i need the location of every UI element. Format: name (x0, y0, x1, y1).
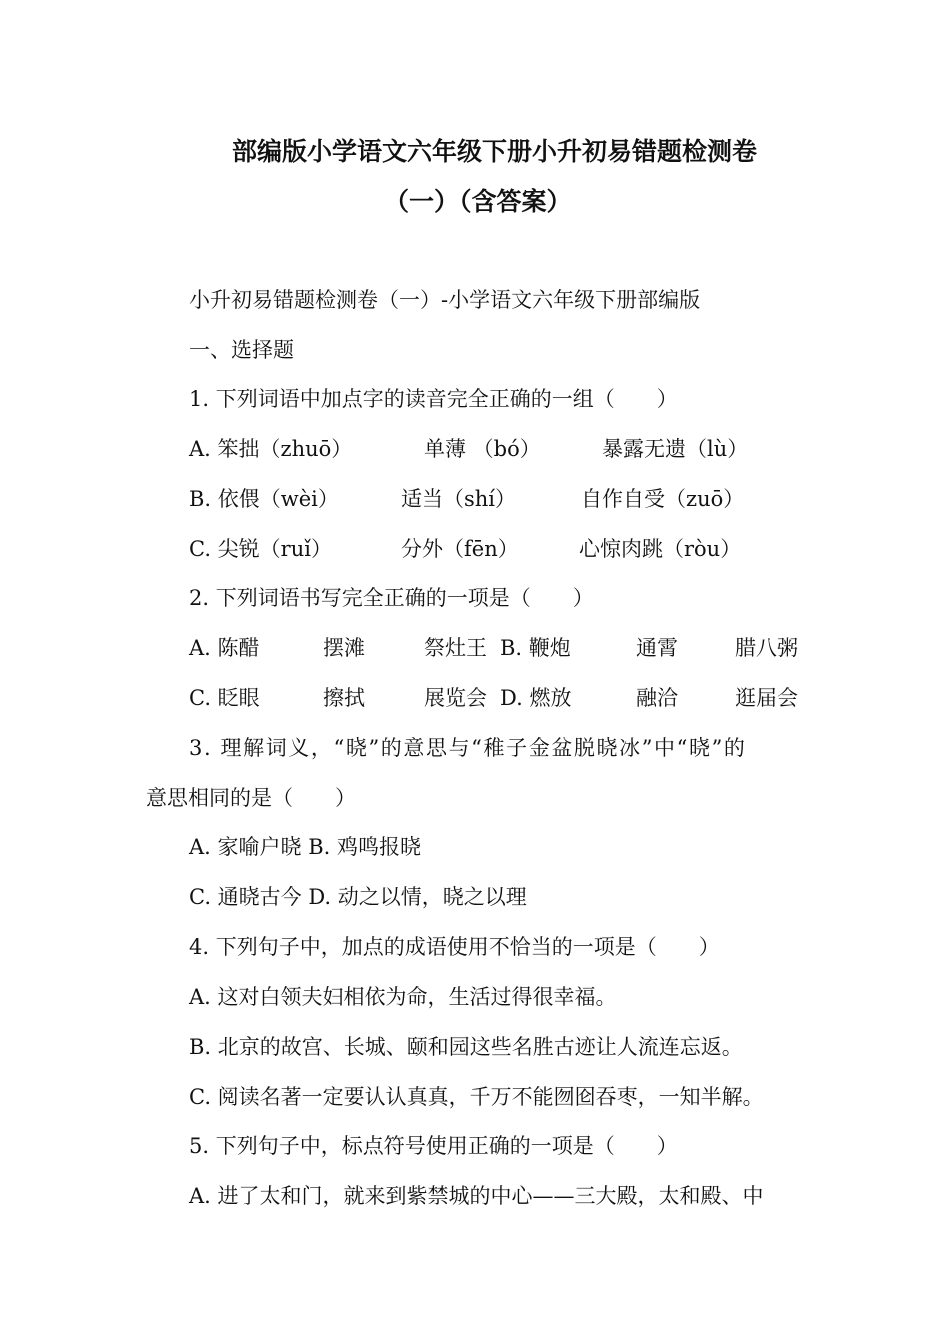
section-heading: 一、选择题 (189, 338, 294, 362)
question-4-stem: 4. 下列句子中，加点的成语使用不恰当的一项是（ ） (189, 935, 720, 959)
option-text: 腊八粥 (735, 636, 798, 660)
option-text: 逛届会 (735, 686, 798, 710)
document-title-line2: （一）（含答案） (384, 187, 572, 216)
option-text: 心惊肉跳（ròu） (579, 537, 742, 561)
option-text: 摆滩 (323, 636, 365, 660)
question-3-options-row2: C. 通晓古今 D. 动之以情，晓之以理 (189, 885, 527, 909)
option-text: D. 燃放 (500, 686, 572, 710)
option-text: 通霄 (636, 636, 678, 660)
question-4-option-c: C. 阅读名著一定要认认真真，千万不能囫囵吞枣，一知半解。 (189, 1085, 764, 1109)
option-text: C. 尖锐（ruǐ） (189, 537, 332, 561)
option-text: 融洽 (636, 686, 678, 710)
option-text: A. 笨拙（zhuō） (189, 437, 353, 461)
option-text: B. 依偎（wèi） (189, 487, 339, 511)
question-5-stem: 5. 下列句子中，标点符号使用正确的一项是（ ） (189, 1134, 678, 1158)
option-text: 祭灶王 (424, 636, 487, 660)
question-5-option-a: A. 进了太和门，就来到紫禁城的中心——三大殿，太和殿、中 (189, 1184, 764, 1208)
question-1-stem: 1. 下列词语中加点字的读音完全正确的一组（ ） (189, 387, 678, 411)
question-3-options-row1: A. 家喻户晓 B. 鸡鸣报晓 (189, 835, 421, 859)
option-text: 适当（shí） (401, 487, 517, 511)
option-text: B. 鞭炮 (500, 636, 571, 660)
option-text: 分外（fēn） (401, 537, 519, 561)
document-title-line1: 部编版小学语文六年级下册小升初易错题检测卷 (232, 137, 758, 166)
option-text: 单薄 （bó） (424, 437, 541, 461)
question-4-option-b: B. 北京的故宫、长城、颐和园这些名胜古迹让人流连忘返。 (189, 1035, 743, 1059)
question-3-stem-line1: 3. 理解词义，“晓”的意思与“稚子金盆脱晓冰”中“晓”的 (189, 736, 747, 760)
question-4-option-a: A. 这对白领夫妇相依为命，生活过得很幸福。 (189, 985, 617, 1009)
option-text: 展览会 (424, 686, 487, 710)
option-text: A. 陈醋 (189, 636, 260, 660)
option-text: C. 眨眼 (189, 686, 260, 710)
option-text: 自作自受（zuō） (581, 487, 745, 511)
option-text: 暴露无遗（lù） (602, 437, 749, 461)
document-subtitle: 小升初易错题检测卷（一）-小学语文六年级下册部编版 (189, 288, 701, 312)
question-2-stem: 2. 下列词语书写完全正确的一项是（ ） (189, 586, 594, 610)
question-3-stem-line2: 意思相同的是（ ） (146, 786, 356, 810)
option-text: 擦拭 (323, 686, 365, 710)
